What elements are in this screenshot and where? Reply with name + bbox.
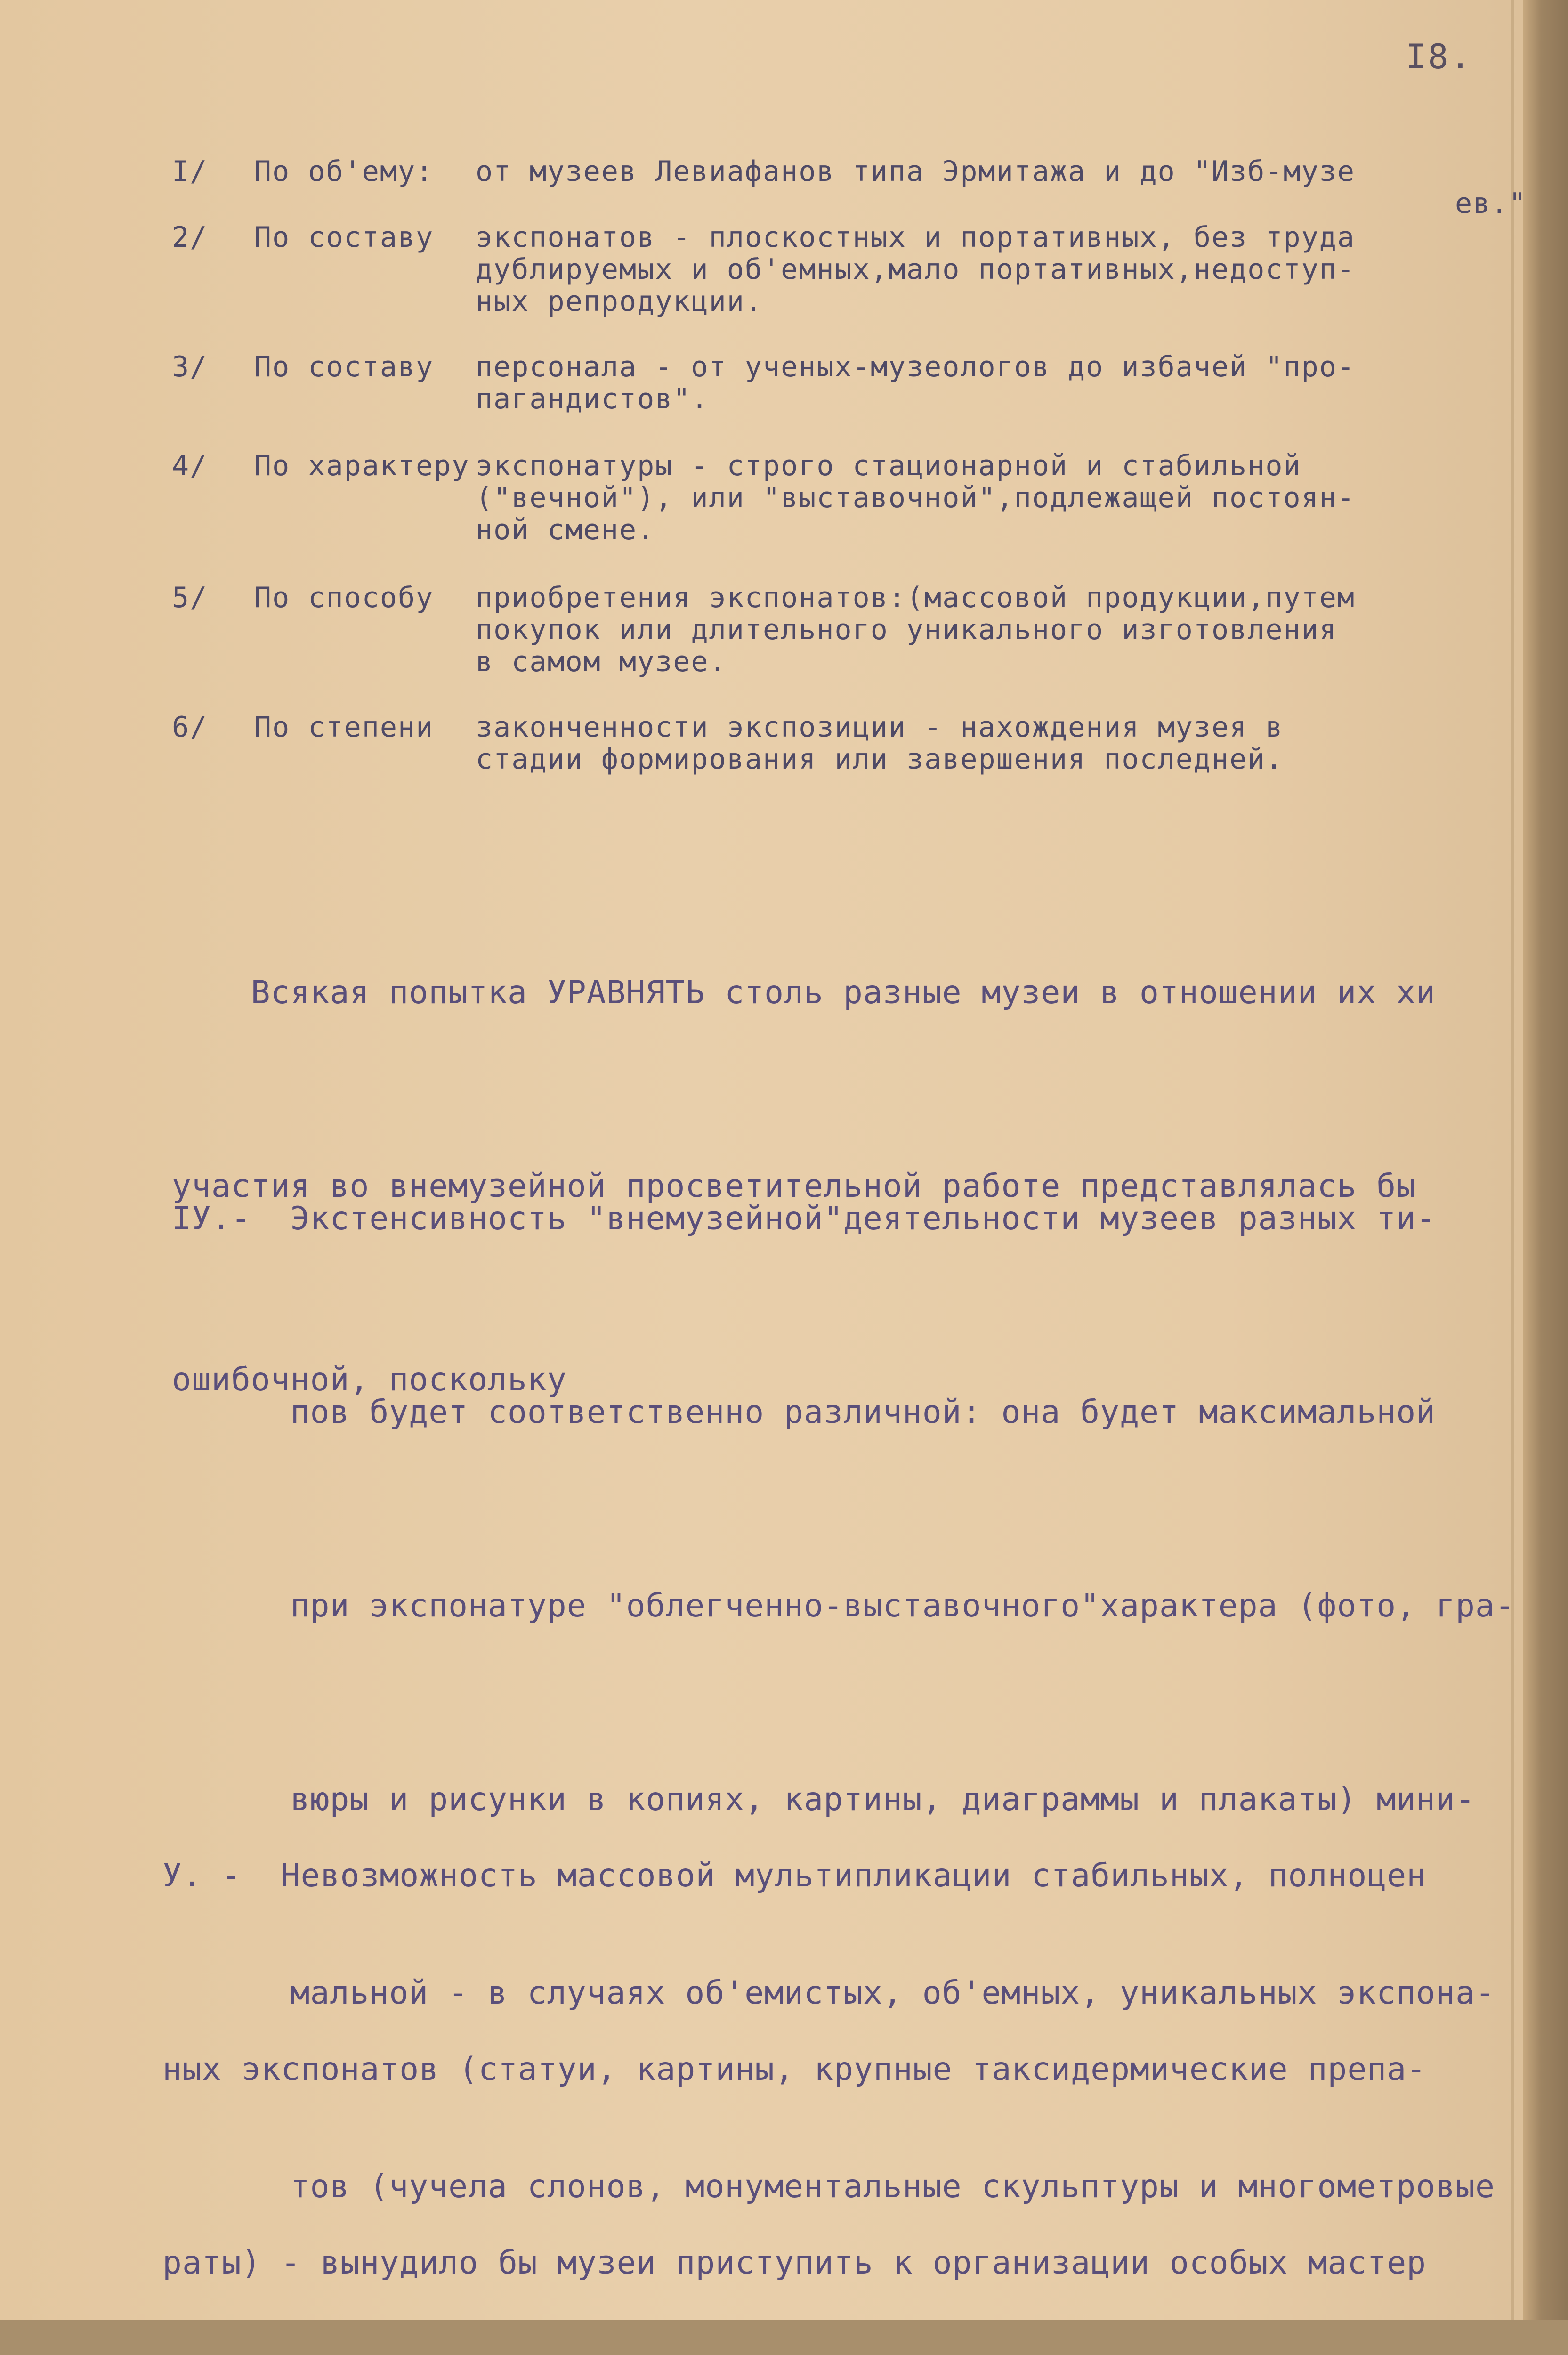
list-item-lead: По степени: [254, 711, 434, 744]
section-line: IУ.- Экстенсивность "внемузейной"деятельности музеев разных ти-: [172, 1200, 1436, 1237]
section-v: [162, 1714, 1466, 2355]
list-item-number: 6/: [172, 711, 208, 744]
section-line: раты) - вынудило бы музеи приступить к организации особых мастер: [162, 2244, 1427, 2282]
list-item-continuation: ной смене.: [476, 513, 655, 546]
list-item-lead: По способу: [254, 581, 434, 614]
list-item-2: [172, 221, 1514, 317]
list-item-1: [172, 155, 1527, 220]
page-edge: [1523, 0, 1568, 2320]
section-line: при экспонатуре "облегченно-выставочного"характера (фото, гра-: [172, 1587, 1515, 1624]
list-item-number: 3/: [172, 350, 208, 383]
section-line: пов будет соответственно различной: она будет максимальной: [172, 1394, 1436, 1431]
list-item-text: экспонатов - плоскостных и портативных, без труда: [476, 221, 1356, 254]
list-item-number: I/: [172, 155, 208, 188]
list-item-continuation: стадии формирования или завершения последней.: [476, 743, 1284, 776]
list-item-lead: По характеру: [254, 449, 470, 482]
list-item-5: [172, 582, 1514, 678]
list-item-continuation: ("вечной"), или "выставочной",подлежащей постоян-: [476, 481, 1356, 514]
list-item-text: приобретения экспонатов:(массовой продукции,путем: [476, 581, 1356, 614]
section-line: У. - Невозможность массовой мультипликации стабильных, полноцен: [162, 1857, 1427, 1894]
list-item-3: [172, 351, 1514, 415]
section-line: ных экспонатов (статуи, картины, крупные таксидермические препа-: [162, 2051, 1427, 2088]
list-item-continuation: в самом музее.: [476, 645, 727, 678]
section-line: тов (чучела слонов, монументальные скульптуры и многометровые: [172, 2168, 1495, 2205]
list-item-lead: По составу: [254, 221, 434, 254]
list-item-continuation: ных репродукции.: [476, 285, 763, 318]
list-item-text: от музеев Левиафанов типа Эрмитажа и до "Изб-музе: [476, 155, 1356, 188]
paragraph-line: ошибочной, поскольку: [172, 1361, 567, 1398]
list-item-text: экспонатуры - строго стационарной и стабильной: [476, 449, 1301, 482]
paragraph-line: Всякая попытка УРАВНЯТЬ столь разные музеи в отношении их хи: [172, 974, 1436, 1011]
list-item-text: персонала - от ученых-музеологов до избачей "про-: [476, 350, 1356, 383]
section-line: вюры и рисунки в копиях, картины, диаграммы и плакаты) мини-: [172, 1781, 1476, 1818]
list-item-continuation: ев.": [1455, 187, 1527, 220]
section-line: мальной - в случаях об'емистых, об'емных, уникальных экспона-: [172, 1974, 1495, 2012]
list-item-6: [172, 711, 1514, 775]
list-item-continuation: покупок или длительного уникального изготовления: [476, 613, 1337, 646]
list-item-4: [172, 450, 1514, 546]
paragraph-line: участия во внемузейной просветительной работе представлялась бы: [172, 1168, 1416, 1205]
page-number: I8.: [1406, 37, 1473, 76]
list-item-number: 2/: [172, 221, 208, 254]
list-item-number: 5/: [172, 581, 208, 614]
list-item-lead: По об'ему:: [254, 155, 434, 188]
list-item-text: законченности экспозиции - нахождения музея в: [476, 711, 1284, 744]
list-item-number: 4/: [172, 449, 208, 482]
list-item-continuation: дублируемых и об'емных,мало портативных,недоступ-: [476, 253, 1356, 286]
list-item-lead: По составу: [254, 350, 434, 383]
list-item-continuation: пагандистов".: [476, 382, 709, 415]
